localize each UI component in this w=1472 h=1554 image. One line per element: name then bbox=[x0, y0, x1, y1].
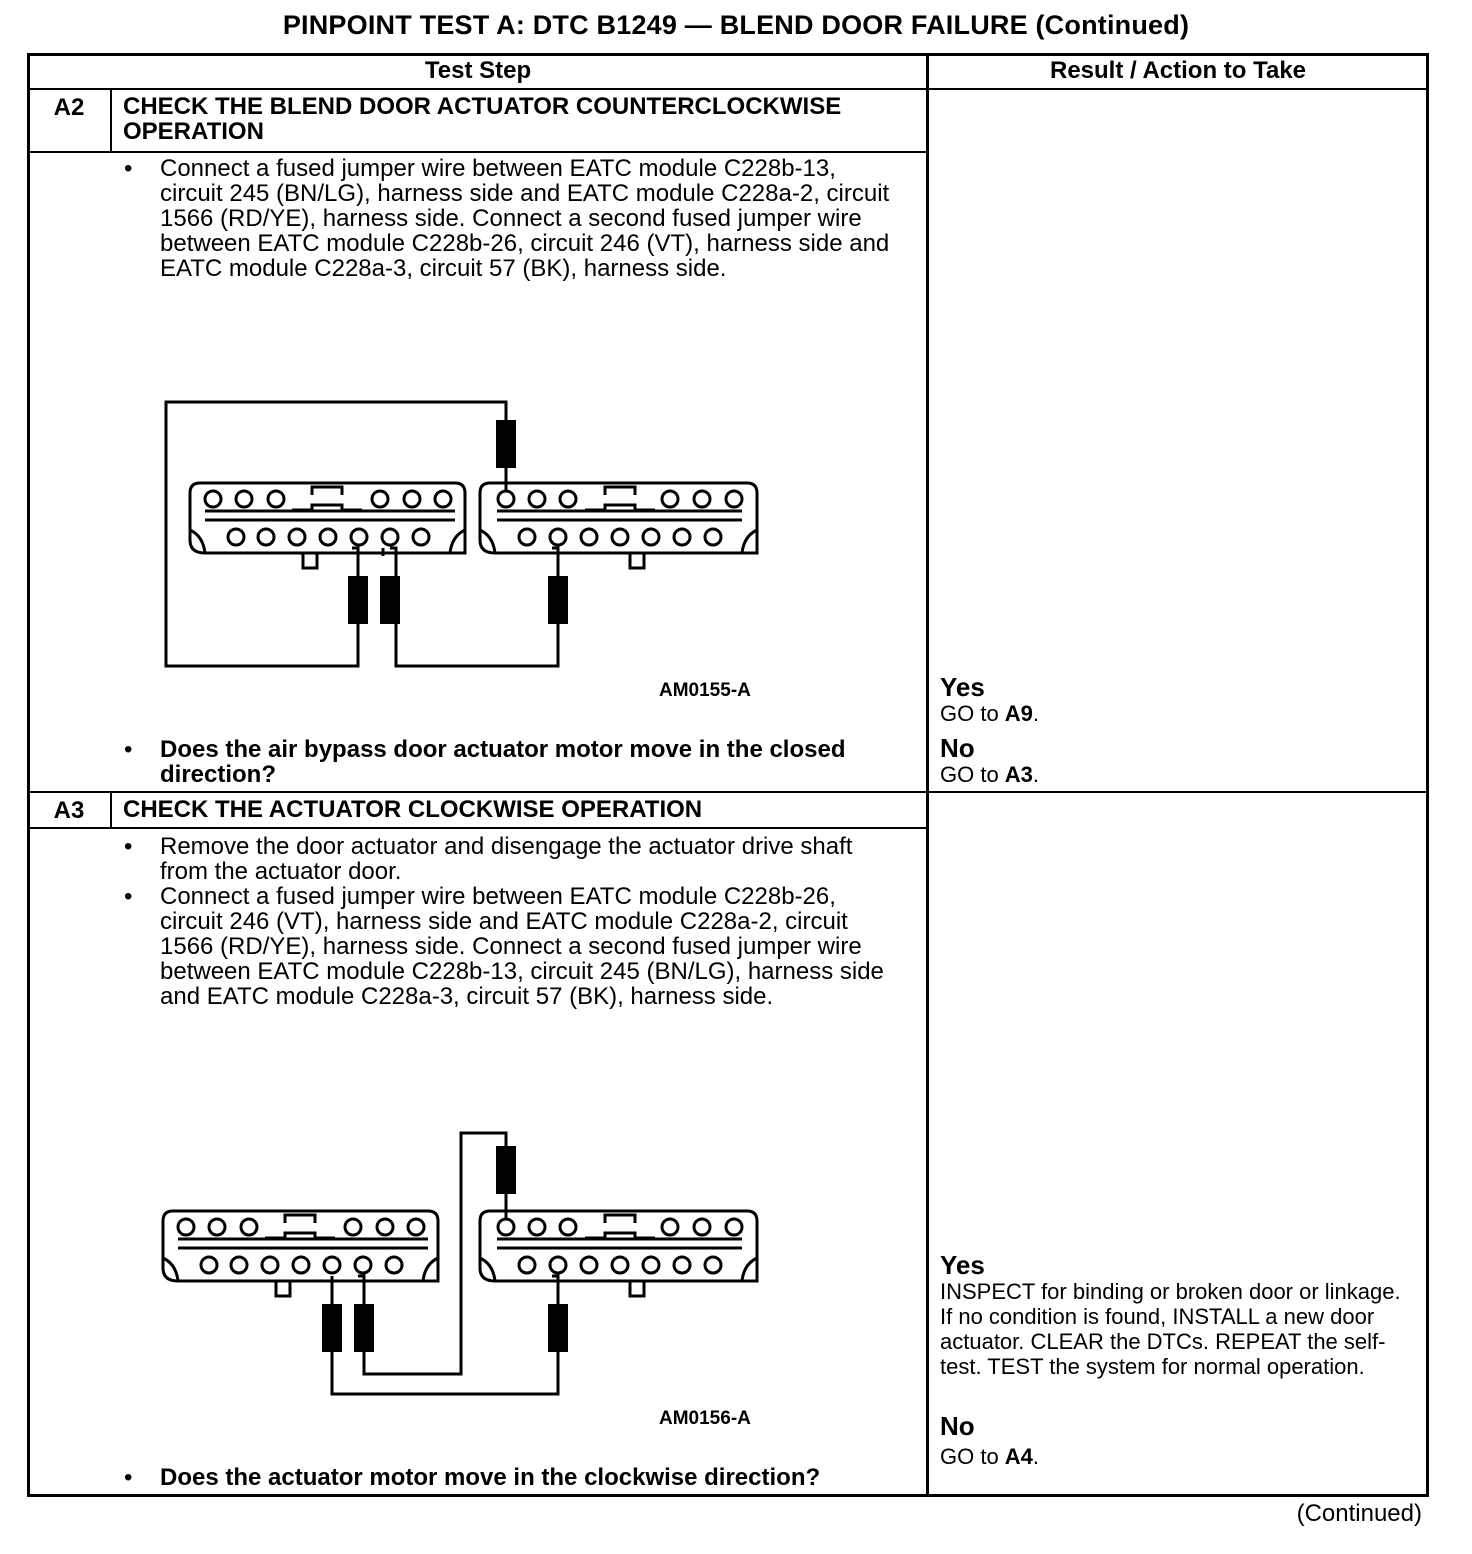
step-title: CHECK THE ACTUATOR CLOCKWISE OPERATION bbox=[123, 796, 703, 823]
figure-id: AM0156-A bbox=[659, 1408, 751, 1429]
instruction-text: Remove the door actuator and disengage the actuator drive shaft from the actuator door. bbox=[160, 833, 853, 885]
result-no bbox=[940, 734, 1420, 787]
action-prefix: GO to bbox=[940, 1444, 1005, 1469]
instruction-bullet bbox=[124, 883, 900, 1010]
bullet-icon: • bbox=[124, 155, 133, 182]
action-suffix: . bbox=[1032, 701, 1040, 726]
action-prefix: GO to bbox=[940, 762, 1005, 787]
goto-step-link: A4 bbox=[1004, 1444, 1033, 1469]
step-title: CHECK THE BLEND DOOR ACTUATOR COUNTERCLOCKWISE OPERATION bbox=[123, 93, 842, 145]
instruction-bullet bbox=[124, 833, 900, 885]
result-no bbox=[940, 1412, 1420, 1469]
continued-note: (Continued) bbox=[1296, 1500, 1422, 1527]
bullet-icon: • bbox=[124, 736, 133, 763]
goto-step-link: A9 bbox=[1004, 701, 1033, 726]
a3-title-divider bbox=[27, 827, 927, 829]
column-divider bbox=[926, 53, 929, 1497]
question-text: Does the air bypass door actuator motor move in the closed direction? bbox=[160, 736, 846, 788]
bullet-icon: • bbox=[124, 833, 133, 860]
result-yes bbox=[940, 673, 1420, 726]
no-label: No bbox=[940, 1411, 975, 1441]
figure-id: AM0155-A bbox=[659, 680, 751, 701]
bullet-icon: • bbox=[124, 1464, 133, 1491]
header-test-step: Test Step bbox=[424, 57, 532, 84]
page-title: PINPOINT TEST A: DTC B1249 — BLEND DOOR FAILURE (Continued) bbox=[282, 10, 1190, 40]
step-id: A3 bbox=[53, 797, 85, 824]
a2-row-divider bbox=[27, 791, 1429, 793]
a2-title-divider bbox=[27, 151, 927, 153]
yes-label: Yes bbox=[940, 672, 985, 702]
question-bullet bbox=[124, 736, 900, 788]
wiring-diagram bbox=[150, 1125, 770, 1405]
instruction-bullet bbox=[124, 155, 900, 282]
bullet-icon: • bbox=[124, 883, 133, 910]
header-divider bbox=[27, 88, 1429, 90]
action-text: INSPECT for binding or broken door or linkage. If no condition is found, INSTALL a new door actuator. CLEAR the DTCs. REPEAT the self-test. TEST the system for normal operation. bbox=[940, 1279, 1401, 1379]
action-suffix: . bbox=[1032, 762, 1040, 787]
goto-step-link: A3 bbox=[1004, 762, 1033, 787]
no-label: No bbox=[940, 733, 975, 763]
action-suffix: . bbox=[1032, 1444, 1040, 1469]
instruction-text: Connect a fused jumper wire between EATC module C228b-13, circuit 245 (BN/LG), harness side and EATC module C228a-2, circuit 1566 (RD/YE), harness side. Connect a second fused jumper wire between EATC module C228b-26, circuit 246 (VT), harness side and EATC module C228a-3, circuit 57 (BK), harness side. bbox=[160, 155, 890, 282]
instruction-text: Connect a fused jumper wire between EATC module C228b-26, circuit 246 (VT), harness side and EATC module C228a-2, circuit 1566 (RD/YE), harness side. Connect a second fused jumper wire between EATC module C228b-13, circuit 245 (BN/LG), harness side and EATC module C228a-3, circuit 57 (BK), harness side. bbox=[160, 883, 884, 1010]
step-id: A2 bbox=[53, 94, 85, 121]
result-yes bbox=[940, 1251, 1416, 1379]
question-bullet bbox=[124, 1464, 900, 1491]
question-text: Does the actuator motor move in the clockwise direction? bbox=[160, 1464, 821, 1491]
yes-label: Yes bbox=[940, 1250, 985, 1280]
header-result-action: Result / Action to Take bbox=[1049, 57, 1307, 84]
wiring-diagram bbox=[150, 395, 770, 675]
action-prefix: GO to bbox=[940, 701, 1005, 726]
